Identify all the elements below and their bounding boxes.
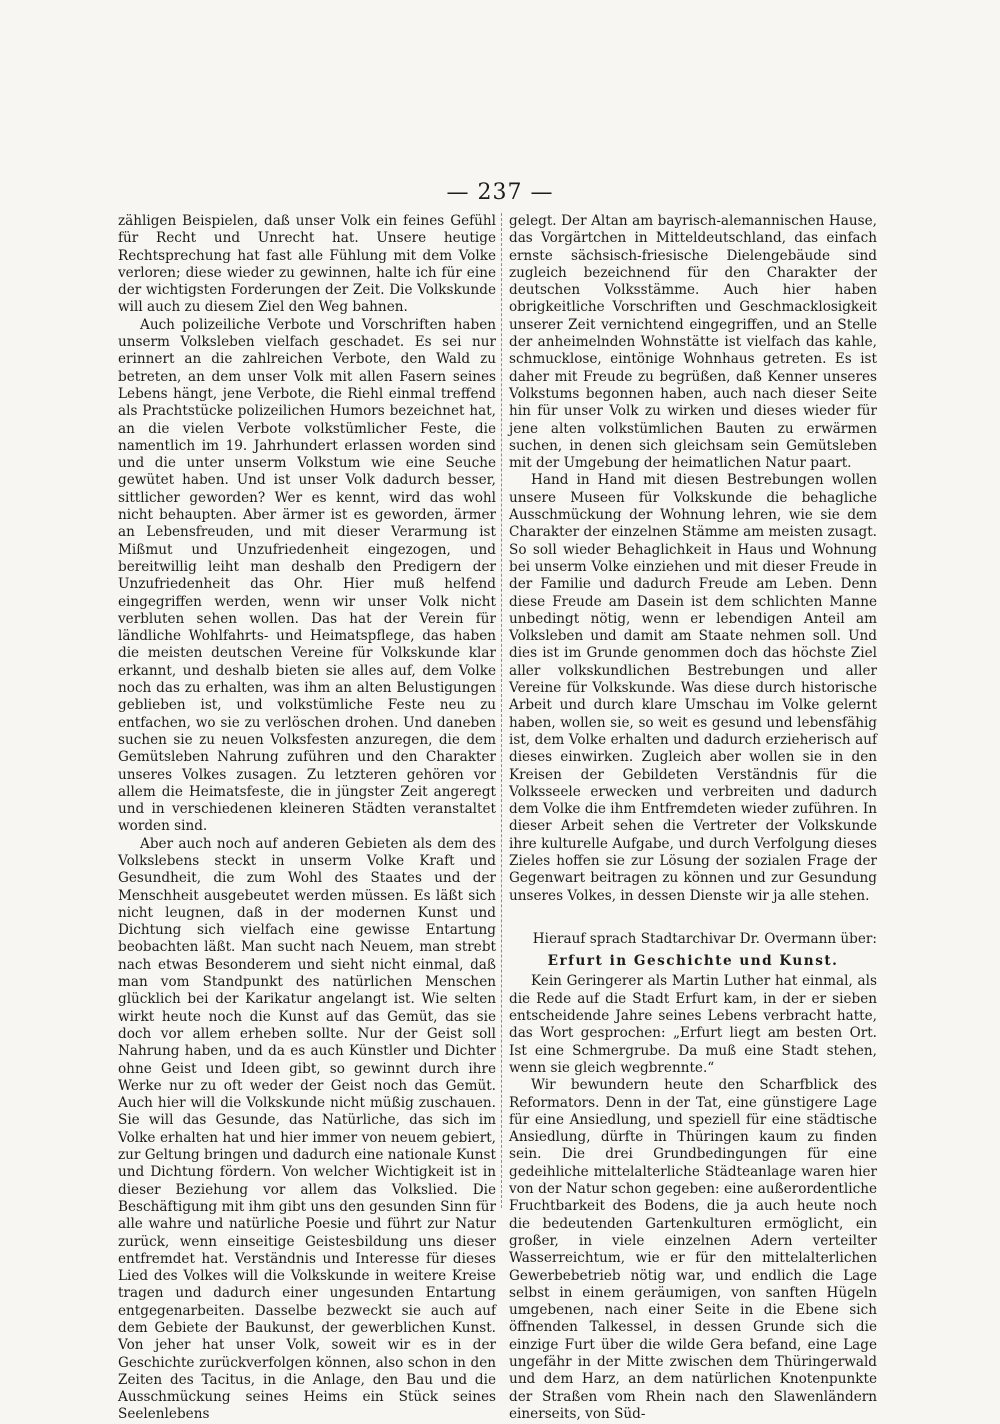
paragraph: Auch polizeiliche Verbote und Vorschriften haben unserm Volksleben vielfach geschadet. Es sei nur erinnert an die zahlreichen Verbote, den Wald zu betreten, an dem unser Volk mit allen Fasern seines Lebens hängt, jene Verbote, die Riehl einmal treffend als Prachtstücke polizeilichen Humors bezeichnet hat, an die vielen Verbote volkstümlicher Feste, die namentlich im 19. Jahrhundert erlassen worden sind und die unter unserm Volkstum wie eine Seuche gewütet haben. Und ist unser Volk dadurch besser, sittlicher geworden? Wer es kennt, wird das wohl nicht behaupten. Aber ärmer ist es geworden, ärmer an Lebensfreuden, und mit dieser Verarmung ist Mißmut und Unzufriedenheit eingezogen, und bereitwillig leiht man deshalb den Predigern der Unzufriedenheit das Ohr. Hier muß helfend eingegriffen werden, wenn wir unser Volk nicht verbluten sehen wollen. Das hat der Verein für ländliche Wohlfahrts- und Heimatspflege, das haben die meisten deutschen Vereine für Volkskunde klar erkannt, und deshalb bieten sie alles auf, dem Volke noch das zu erhalten, was ihm an alten Belustigungen geblieben ist, und volkstümliche Feste neu zu entfachen, wo sie zu verlöschen drohen. Und daneben suchen sie zu neuen Volksfesten anzuregen, die dem Gemütsleben Nahrung zuführen und den Charakter unseres Volkes zusagen. Zu letzteren gehören vor allem die Heimatsfeste, die in jüngster Zeit angeregt und in verschiedenen kleineren Städten veranstaltet worden sind. bbox=[118, 316, 496, 835]
paragraph: gelegt. Der Altan am bayrisch-alemannischen Hause, das Vorgärtchen in Mitteldeutschland, das einfach ernste sächsisch-friesische Dielengebäude sind zugleich bezeichnend für den Charakter der deutschen Volksstämme. Auch hier haben obrigkeitliche Vorschriften und Geschmacklosigkeit unserer Zeit vernichtend eingegriffen, und an Stelle der anheimelnden Wohnstätte ist vielfach das kahle, schmucklose, eintönige Wohnhaus getreten. Es ist daher mit Freude zu begrüßen, daß Kenner unseres Volkstums begonnen haben, auch nach dieser Seite hin für unser Volk zu wirken und dieses wieder für jene alten volkstümlichen Bauten zu erwärmen suchen, in denen sich gleichsam sein Gemütsleben mit der Umgebung der heimatlichen Natur paart. bbox=[509, 213, 877, 472]
paragraph: Hand in Hand mit diesen Bestrebungen wollen unsere Museen für Volkskunde die behagliche Ausschmückung der Wohnung lehren, wie sie dem Charakter der einzelnen Stämme am meisten zusagt. So soll wieder Behaglichkeit in Haus und Wohnung bei unserm Volke einziehen und mit dieser Freude in der Familie und dadurch Freude am Leben. Denn diese Freude am Dasein ist dem schlichten Manne unbedingt nötig, wenn er lebendigen Anteil am Volksleben und damit am Staate nehmen soll. Und dies ist im Grunde genommen doch das höchste Ziel aller volkskundlichen Bestrebungen und aller Vereine für Volkskunde. Was diese durch historische Arbeit und durch klare Umschau im Volke gelernt haben, wollen sie, so weit es gesund und lebensfähig ist, dem Volke erhalten und dadurch erzieherisch auf dieses einwirken. Zugleich aber wollen sie in den Kreisen der Gebildeten Verständnis für die Volksseele erwecken und verbreiten und dadurch dem Volke die ihm Entfremdeten wieder zuführen. In dieser Arbeit sehen die Vertreter der Volkskunde ihre kulturelle Aufgabe, und durch Verfolgung dieses Zieles hoffen sie zur Lösung der sozialen Frage der Gegenwart beitragen zu können und zur Gesundung unseres Volkes, in dessen Dienste wir ja alle stehen. bbox=[509, 472, 877, 904]
left-column bbox=[118, 213, 496, 1424]
section-intro: Hierauf sprach Stadtarchivar Dr. Overmann über: bbox=[532, 930, 877, 947]
right-column bbox=[509, 213, 877, 1423]
paragraph: Aber auch noch auf anderen Gebieten als dem des Volkslebens steckt in unserm Volke Kraft und Gesundheit, die zum Wohl des Staates und der Menschheit ausgebeutet werden müssen. Es läßt sich nicht leugnen, daß in der modernen Kunst und Dichtung sich vielfach eine gewisse Entartung beobachten läßt. Man sucht nach Neuem, man strebt nach etwas Besonderem und sieht nicht einmal, daß man vom Standpunkt des natürlichen Menschen glücklich bei der Karikatur angelangt ist. Wie selten wirkt heute noch die Kunst auf das Gemüt, das sie doch vor allem erheben sollte. Nur der Geist soll Nahrung haben, und da es auch Künstler und Dichter ohne Geist und Ideen gibt, so gewinnt durch ihre Werke nur zu oft weder der Geist noch das Gemüt. Auch hier will die Volkskunde nicht müßig zuschauen. Sie will das Gesunde, das Natürliche, das sich im Volke erhalten hat und hier immer von neuem gebiert, zur Geltung bringen und dadurch eine nationale Kunst und Dichtung fördern. Von welcher Wichtigkeit ist in dieser Beziehung vor allem das Volkslied. Die Beschäftigung mit ihm gibt uns den gesunden Sinn für alle wahre und natürliche Poesie und führt zur Natur zurück, wenn einseitige Geistesbildung uns dieser entfremdet hat. Verständnis und Interesse für dieses Lied des Volkes will die Volkskunde in weitere Kreise tragen und dadurch einer ungesunden Entartung entgegenarbeiten. Dasselbe bezweckt sie auch auf dem Gebiete der Baukunst, der gewerblichen Kunst. Von jeher hat unser Volk, soweit wir es in der Geschichte zurückverfolgen können, also schon in den Zeiten des Tacitus, in die Anlage, den Bau und die Ausschmückung seines Heims ein Stück seines Seelenlebens bbox=[118, 835, 496, 1423]
paragraph: zähligen Beispielen, daß unser Volk ein feines Gefühl für Recht und Unrecht hat. Unsere heutige Rechtsprechung hat fast alle Fühlung mit dem Volke verloren; diese wieder zu gewinnen, halte ich für eine der wichtigsten Forderungen der Zeit. Die Volkskunde will auch zu diesem Ziel den Weg bahnen. bbox=[118, 213, 496, 316]
paragraph: Kein Geringerer als Martin Luther hat einmal, als die Rede auf die Stadt Erfurt kam, in der er sieben entscheidende Jahre seines Lebens verbracht hatte, das Wort gesprochen: „Erfurt liegt am besten Ort. Ist eine Schmergrube. Da muß eine Stadt stehen, wenn sie gleich wegbrennte.“ bbox=[509, 973, 877, 1076]
page-number: — 237 — bbox=[446, 180, 554, 205]
column-divider bbox=[501, 213, 502, 1208]
paragraph: Wir bewundern heute den Scharfblick des Reformators. Denn in der Tat, eine günstigere Lage für eine Ansiedlung, und speziell für eine städtische Ansiedlung, dürfte in Thüringen kaum zu finden sein. Die drei Grundbedingungen für eine gedeihliche mittelalterliche Städteanlage waren hier von der Natur schon gegeben: eine außerordentliche Fruchtbarkeit des Bodens, die ja auch heute noch die bedeutenden Gartenkulturen ermöglicht, ein großer, in viele einzelnen Adern verteilter Wasserreichtum, wie er für den mittelalterlichen Gewerbebetrieb nötig war, und endlich die Lage selbst in einem geräumigen, von sanften Hügeln umgebenen, nach einer Seite in die Ebene sich öffnenden Talkessel, in dessen Grunde sich die einzige Furt über die wilde Gera befand, eine Lage ungefähr in der Mitte zwischen dem Thüringerwald und dem Harz, an dem natürlichen Knotenpunkte der Straßen vom Rhein nach den Slawenländern einerseits, von Süd- bbox=[509, 1077, 877, 1422]
section-title: Erfurt in Geschichte und Kunst. bbox=[547, 953, 839, 970]
